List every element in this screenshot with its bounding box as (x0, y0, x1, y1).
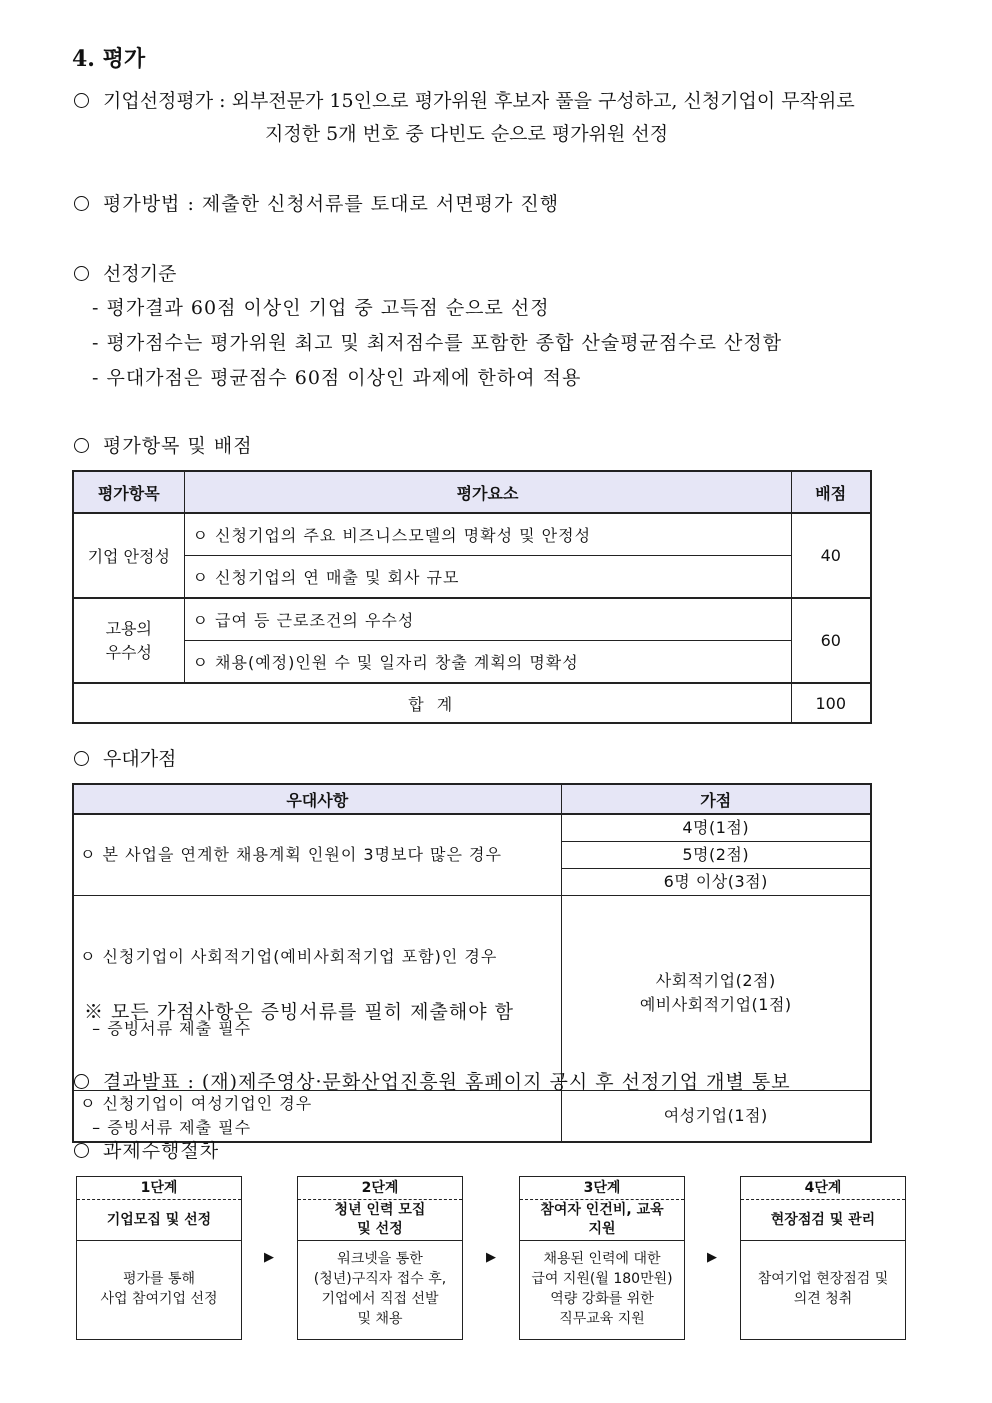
element-cell: ㅇ 급여 등 근로조건의 우수성 (184, 598, 791, 641)
step-desc-line: 워크넷을 통한 (337, 1251, 423, 1267)
criteria-title (74, 259, 176, 286)
bullet-circle-icon (74, 266, 89, 281)
table-row (73, 1091, 871, 1143)
category-cell (73, 598, 184, 683)
total-row (73, 683, 871, 723)
step-desc (741, 1241, 905, 1337)
condition-cell (73, 896, 561, 1091)
points-line: 예비사회적기업(1점) (639, 995, 792, 1014)
step-title-line: 청년 인력 모집 (334, 1202, 426, 1218)
header-points: 가점 (561, 784, 871, 814)
result-text: 결과발표 : (재)제주영상·문화산업진흥원 홈페이지 공시 후 선정기업 개별 통보 (103, 1071, 791, 1093)
points-line: 사회적기업(2점) (655, 971, 776, 990)
step-title (520, 1200, 684, 1241)
selection-eval-text1: 외부전문가 15인으로 평가위원 후보자 풀을 구성하고, 신청기업이 무작위로 (231, 90, 855, 112)
step-title (741, 1200, 905, 1241)
step-desc-line: 채용된 인력에 대한 (543, 1251, 661, 1267)
score-table-title (74, 431, 253, 458)
bullet-circle-icon (74, 196, 89, 211)
table-row (73, 896, 871, 1091)
criteria-title-text: 선정기준 (103, 263, 177, 285)
points-cell: 여성기업(1점) (561, 1091, 871, 1143)
total-score: 100 (791, 683, 871, 723)
criteria-item: - 평가결과 60점 이상인 기업 중 고득점 순으로 선정 (92, 297, 550, 319)
header-category: 평가항목 (73, 471, 184, 513)
criteria-item: - 평가점수는 평가위원 최고 및 최저점수를 포함한 종합 산술평균점수로 산정함 (92, 332, 783, 354)
bullet-circle-icon (74, 1143, 89, 1158)
element-cell: ㅇ 신청기업의 주요 비즈니스모델의 명확성 및 안정성 (184, 513, 791, 556)
step-desc-line: 기업에서 직접 선발 (321, 1291, 439, 1307)
table-row (73, 814, 871, 842)
selection-eval-text2: 지정한 5개 번호 중 다빈도 순으로 평가위원 선정 (265, 123, 669, 145)
step-title-line: 지원 (588, 1221, 616, 1237)
bonus-title-text: 우대가점 (103, 748, 177, 770)
step-title-line: 현장점검 및 관리 (770, 1211, 876, 1228)
category-line: 고용의 (105, 618, 152, 638)
total-label: 합 계 (73, 683, 791, 723)
points-cell (561, 896, 871, 1091)
table-row (73, 513, 871, 556)
step-title-line: 참여자 인건비, 교육 (540, 1202, 664, 1218)
bullet-circle-icon (74, 438, 89, 453)
step-desc-line: 참여기업 현장점검 및 (757, 1271, 889, 1287)
eval-method (74, 189, 559, 216)
points-cell: 4명(1점) (561, 814, 871, 842)
step-desc-line: 급여 지원(월 180만원) (531, 1271, 673, 1287)
procedure-step-1 (76, 1176, 242, 1340)
element-cell: ㅇ 채용(예정)인원 수 및 일자리 창출 계획의 명확성 (184, 641, 791, 684)
element-cell: ㅇ 신청기업의 연 매출 및 회사 규모 (184, 556, 791, 599)
step-desc-line: 역량 강화를 위한 (550, 1291, 654, 1307)
selection-eval-label: 기업선정평가 : (103, 90, 232, 112)
bonus-note: ※ 모든 가점사항은 증빙서류를 필히 제출해야 함 (84, 1001, 514, 1023)
condition-line: ㅇ 신청기업이 여성기업인 경우 (80, 1094, 313, 1113)
condition-line: ㅇ 신청기업이 사회적기업(예비사회적기업 포함)인 경우 (80, 947, 498, 966)
category-line: 우수성 (105, 642, 152, 662)
points-cell: 5명(2점) (561, 842, 871, 869)
bonus-table-header (73, 784, 871, 814)
condition-line: – 증빙서류 제출 필수 (80, 1118, 252, 1137)
step-label: 1단계 (77, 1177, 241, 1200)
step-label: 4단계 (741, 1177, 905, 1200)
score-table (72, 470, 872, 724)
arrow-right-icon: ▶ (486, 1250, 496, 1265)
table-row (73, 556, 871, 599)
procedure-title-text: 과제수행절차 (103, 1140, 220, 1162)
page-heading: 4. 평가 (72, 46, 146, 72)
step-title-line: 및 선정 (357, 1221, 403, 1237)
eval-method-text: 평가방법 : 제출한 신청서류를 토대로 서면평가 진행 (103, 193, 560, 215)
step-desc-line: 의견 청취 (793, 1291, 853, 1307)
procedure-step-4 (740, 1176, 906, 1340)
condition-line: – 증빙서류 제출 필수 (80, 1019, 252, 1038)
selection-eval-line1 (74, 86, 855, 113)
bullet-circle-icon (74, 1074, 89, 1089)
score-cell: 60 (791, 598, 871, 683)
step-desc (520, 1241, 684, 1337)
header-condition: 우대사항 (73, 784, 561, 814)
procedure-step-2 (297, 1176, 463, 1340)
step-desc (77, 1241, 241, 1337)
step-title (298, 1200, 462, 1241)
arrow-right-icon: ▶ (264, 1250, 274, 1265)
step-desc-line: 및 채용 (357, 1311, 403, 1327)
bonus-title (74, 744, 176, 771)
table-row (73, 641, 871, 684)
step-label: 2단계 (298, 1177, 462, 1200)
points-cell: 6명 이상(3점) (561, 869, 871, 896)
result-announcement (74, 1067, 791, 1094)
arrow-right-icon: ▶ (707, 1250, 717, 1265)
step-title-line: 기업모집 및 선정 (106, 1211, 212, 1228)
header-score: 배점 (791, 471, 871, 513)
score-table-header (73, 471, 871, 513)
score-cell: 40 (791, 513, 871, 598)
bullet-circle-icon (74, 93, 89, 108)
score-table-title-text: 평가항목 및 배점 (103, 435, 253, 457)
step-desc (298, 1241, 462, 1337)
condition-cell (73, 1091, 561, 1143)
step-desc-line: 사업 참여기업 선정 (100, 1291, 218, 1307)
procedure-title (74, 1136, 219, 1163)
criteria-item: - 우대가점은 평균점수 60점 이상인 과제에 한하여 적용 (92, 367, 582, 389)
step-desc-line: 직무교육 지원 (559, 1311, 645, 1327)
procedure-step-3 (519, 1176, 685, 1340)
step-desc-line: (청년)구직자 접수 후, (313, 1271, 447, 1287)
bullet-circle-icon (74, 751, 89, 766)
category-cell: 기업 안정성 (73, 513, 184, 598)
step-label: 3단계 (520, 1177, 684, 1200)
condition-cell: ㅇ 본 사업을 연계한 채용계획 인원이 3명보다 많은 경우 (73, 814, 561, 896)
step-desc-line: 평가를 통해 (122, 1271, 196, 1287)
step-title (77, 1200, 241, 1241)
table-row (73, 598, 871, 641)
header-element: 평가요소 (184, 471, 791, 513)
